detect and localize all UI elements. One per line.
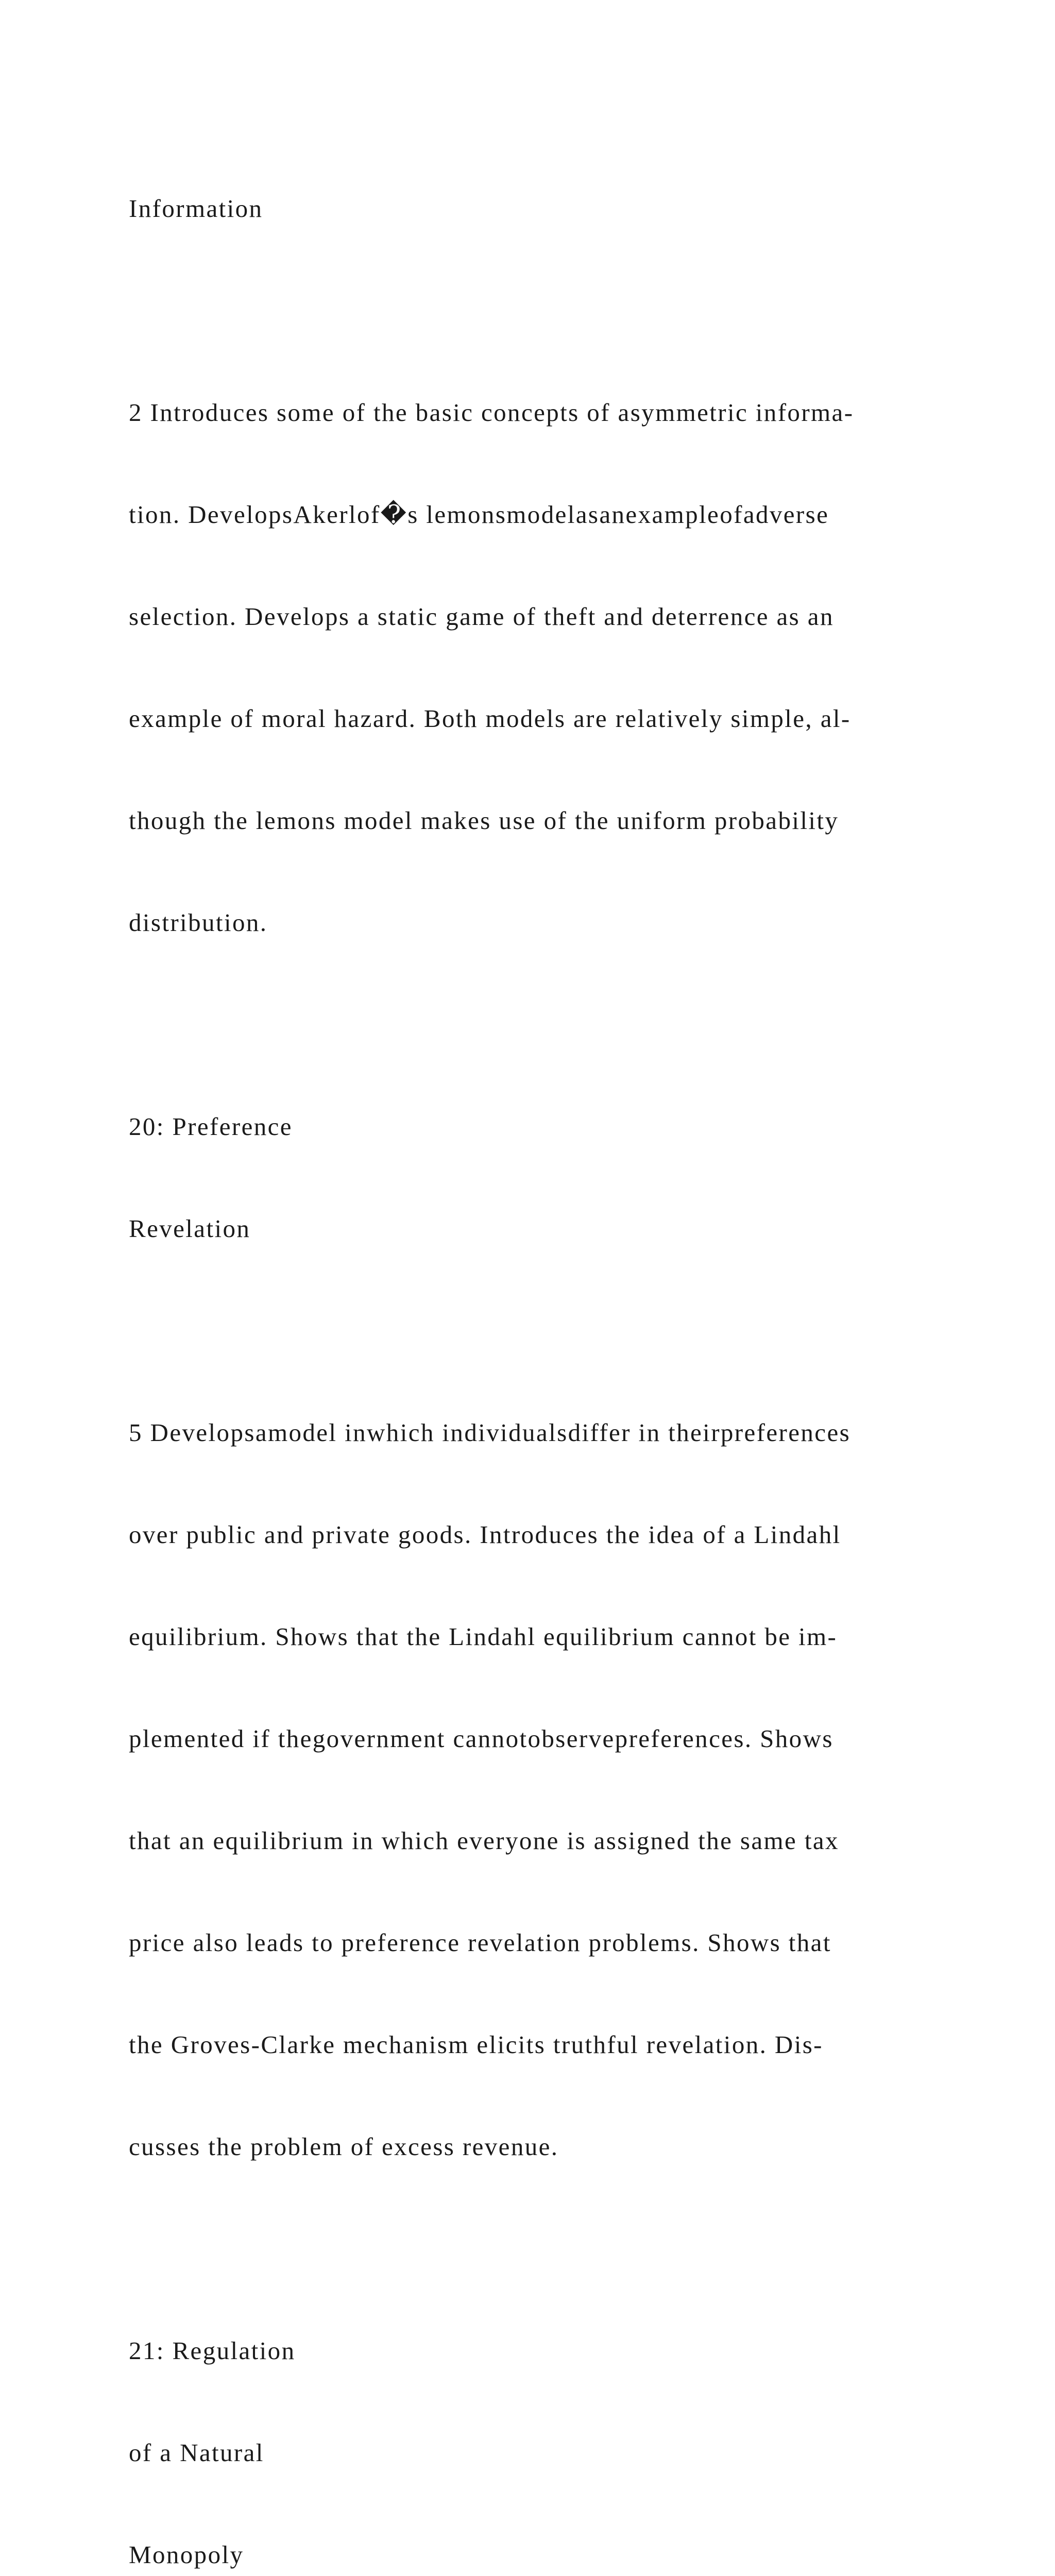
text-line: 20: Preference [129,1112,293,1141]
text-line: example of moral hazard. Both models are relatively simple, al- [129,704,851,733]
text-line: over public and private goods. Introduces the idea of a Lindahl [129,1520,841,1549]
text-line: Revelation [129,1214,251,1243]
chapter-20-heading [129,1042,984,1314]
text-line: plemented if thegovernment cannotobservepreferences. Shows [129,1724,833,1753]
text-line: that an equilibrium in which everyone is assigned the same tax [129,1826,839,1855]
chapter-20-description [129,1348,984,2232]
chapter-2-description [129,328,984,1008]
text-line: selection. Develops a static game of theft and deterrence as an [129,602,834,631]
text-line: cusses the problem of excess revenue. [129,2132,559,2161]
text-line: 2 Introduces some of the basic concepts of asymmetric informa- [129,398,854,427]
text-line: of a Natural [129,2438,264,2467]
text-line: 5 Developsamodel inwhich individualsdiffer in theirpreferences [129,1418,851,1447]
document-page [129,124,984,2576]
text-line: 21: Regulation [129,2336,296,2365]
text-line: Information [129,194,263,223]
chapter-21-heading [129,2266,984,2576]
text-line: price also leads to preference revelation problems. Shows that [129,1928,831,1957]
text-line: distribution. [129,908,268,937]
text-line: tion. DevelopsAkerlof�s lemonsmodelasanexampleofadverse [129,500,829,529]
text-line: the Groves-Clarke mechanism elicits truthful revelation. Dis- [129,2030,823,2059]
text-line: though the lemons model makes use of the uniform probability [129,806,839,835]
text-line: equilibrium. Shows that the Lindahl equilibrium cannot be im- [129,1622,838,1651]
text-line: Monopoly [129,2540,244,2569]
section-heading-information [129,124,984,294]
